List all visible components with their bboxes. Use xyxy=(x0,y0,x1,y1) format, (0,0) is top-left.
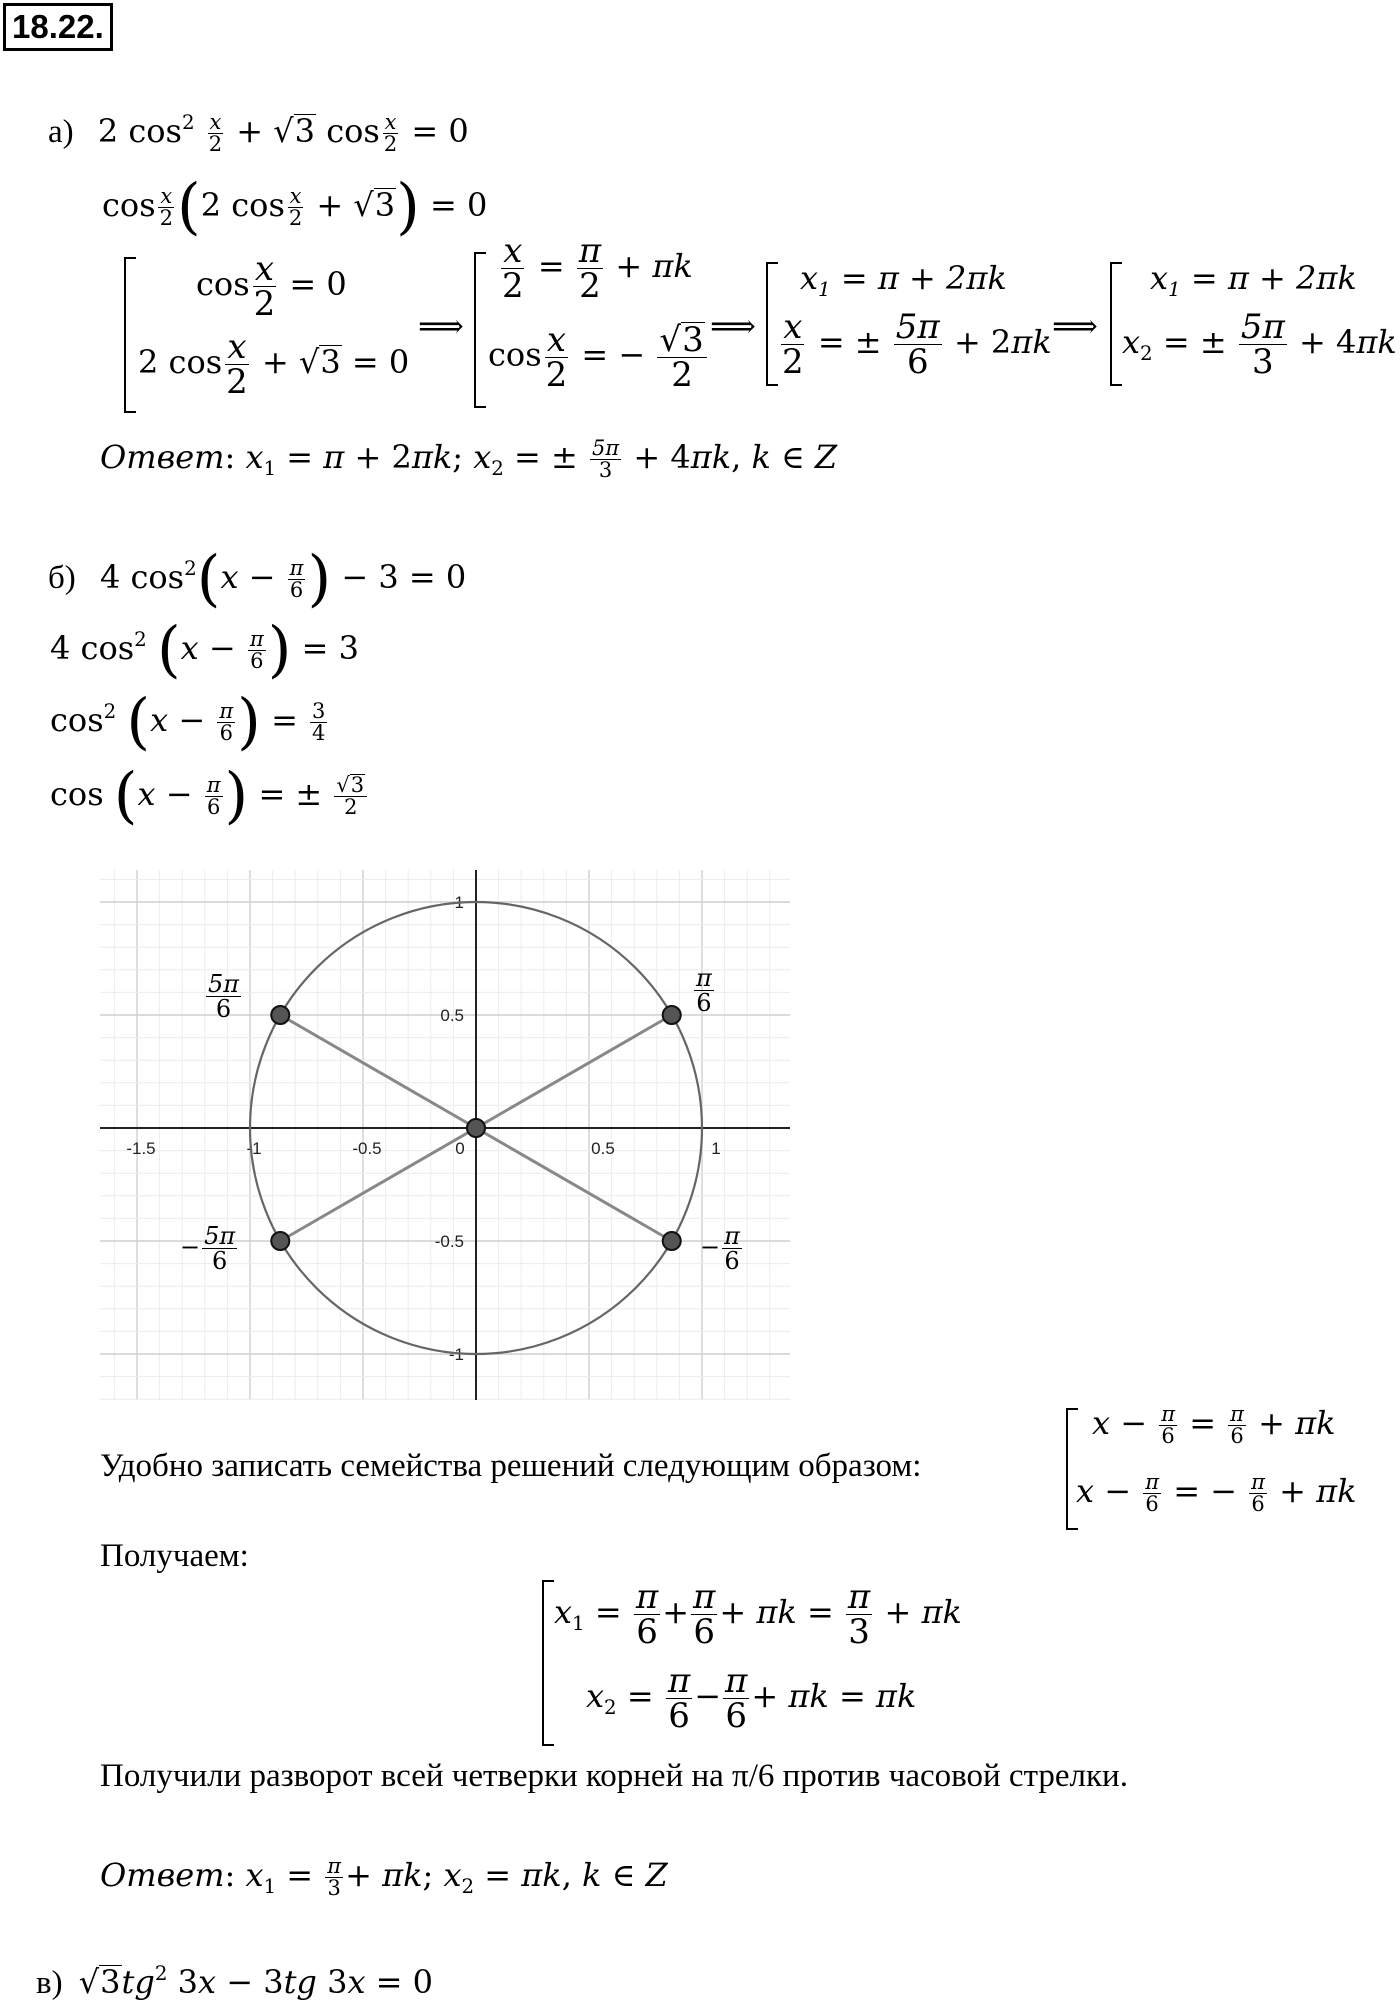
implies-arrow-1: ⟹ xyxy=(418,307,464,345)
radius-segment xyxy=(476,1128,672,1241)
problem-number: 18.22. xyxy=(3,3,113,51)
y-tick-label: -0.5 xyxy=(434,1232,464,1251)
part-b-text-rotation: Получили разворот всей четверки корней на π/6 против часовой стрелки. xyxy=(100,1758,1128,1794)
part-b-equation-1: б) 4 $\cos^2(x$ − $\frac{\pi}{6}$ ) − 3 = 0 xyxy=(48,544,467,614)
family-line2: x − $\frac{\pi}{6}$ = − $\frac{\pi}{6}$ + πk xyxy=(1076,1470,1357,1516)
result-line1: $x_1$ = $\frac{\pi}{6}$ + $\frac{\pi}{6}$ + πk = $\frac{\pi}{3}$ + πk xyxy=(554,1577,962,1652)
system4-bracket xyxy=(1110,262,1122,386)
part-a-answer: Ответ: $x_1 = \pi + 2\pi k$; $x_2$ = ± $\frac{5\pi}{3}$ + 4πk, k ∈ Z xyxy=(100,436,838,482)
part-a-label: а) xyxy=(48,114,74,150)
system3-line1: $x_1 = \pi + 2\pi k$ xyxy=(800,259,1007,301)
implies-arrow-2: ⟹ xyxy=(710,307,756,345)
part-c-label: в) xyxy=(36,1964,63,2001)
chart-axes xyxy=(100,870,790,1400)
x-tick-label: -1 xyxy=(246,1139,262,1158)
implies-arrow-3: ⟹ xyxy=(1052,307,1098,345)
x-tick-label: 0.5 xyxy=(591,1139,615,1158)
part-b-text-get: Получаем: xyxy=(100,1538,249,1574)
chart-point xyxy=(663,1006,681,1024)
result-bracket xyxy=(542,1580,554,1746)
part-a-equation-1: а) 2 $\cos^2$ $\frac{x}{2}$ + √ 3 cos $\frac{x}{2}$ = 0 xyxy=(48,110,469,156)
system2-bracket xyxy=(474,252,486,408)
label-pi-6: $\frac{\pi}{6}$ xyxy=(696,964,712,1017)
radius-segment xyxy=(476,1015,672,1128)
chart-point xyxy=(663,1232,681,1250)
chart-point xyxy=(271,1006,289,1024)
system3-line2: $\frac{x}{2}$ = ± $\frac{5\pi}{6}$ + 2πk xyxy=(782,307,1052,382)
result-line2: $x_2$ = $\frac{\pi}{6}$ − $\frac{\pi}{6}$ + πk = πk xyxy=(586,1661,917,1736)
part-a-answer-label: Ответ xyxy=(100,438,225,476)
system2-line1: $\frac{x}{2}$ = $\frac{\pi}{2}$ + πk xyxy=(502,231,693,306)
part-b-answer-label: Ответ xyxy=(100,1856,225,1894)
system2-line2: cos $\frac{x}{2}$ = − √ 3 2 xyxy=(488,322,709,392)
x-tick-label: -0.5 xyxy=(352,1139,382,1158)
y-tick-label: 0.5 xyxy=(440,1006,464,1025)
part-b-answer: Ответ: $x_1$ = $\frac{\pi}{3}$ + πk; $x_2 = \pi k$, k ∈ Z xyxy=(100,1854,668,1900)
y-tick-label: -1 xyxy=(448,1345,464,1364)
family-line1: x − $\frac{\pi}{6}$ = $\frac{\pi}{6}$ + πk xyxy=(1092,1402,1336,1448)
system4-line1: $x_1 = \pi + 2\pi k$ xyxy=(1150,259,1357,301)
system4-line2: $x_2$ = ± $\frac{5\pi}{3}$ + 4πk xyxy=(1122,307,1397,382)
y-tick-label: 1 xyxy=(454,893,464,912)
part-b-text-family: Удобно записать семейства решений следующим образом: xyxy=(100,1448,922,1484)
part-a-equation-2: cos $\frac{x}{2}$ (2 cos $\frac{x}{2}$ + √ 3 ) = 0 xyxy=(102,172,488,242)
label-minus-pi-6: − $\frac{\pi}{6}$ xyxy=(700,1222,740,1275)
system3-bracket xyxy=(766,262,778,386)
radius-segment xyxy=(280,1015,476,1128)
system1-line2: 2 cos $\frac{x}{2}$ + √ 3 = 0 xyxy=(138,327,410,402)
chart-point xyxy=(467,1119,485,1137)
x-tick-label: 0 xyxy=(455,1139,465,1158)
system1-bracket xyxy=(124,257,136,413)
label-5pi-6: $\frac{5\pi}{6}$ xyxy=(208,970,240,1023)
unit-circle-chart xyxy=(100,870,790,1400)
part-b-equation-4: cos (x − $\frac{\pi}{6}$ ) = ± √ 3 2 xyxy=(50,772,369,821)
part-c-equation-1: в) √ 3 $tg^2$ 3x − 3tg 3x = 0 xyxy=(36,1962,433,2001)
part-b-equation-3: $\cos^2 (x$ − $\frac{\pi}{6}$ ) = $\frac{3}{4}$ xyxy=(50,687,326,757)
part-b-equation-2: 4 $\cos^2 (x$ − $\frac{\pi}{6}$ ) = 3 xyxy=(50,615,359,685)
chart-grid xyxy=(100,870,790,1400)
x-tick-label: 1 xyxy=(711,1139,721,1158)
part-b-label: б) xyxy=(48,559,76,596)
system1-line1: cos $\frac{x}{2}$ = 0 xyxy=(196,249,347,324)
label-minus-5pi-6: − $\frac{5\pi}{6}$ xyxy=(180,1222,236,1275)
chart-point xyxy=(271,1232,289,1250)
x-tick-label: -1.5 xyxy=(126,1139,156,1158)
